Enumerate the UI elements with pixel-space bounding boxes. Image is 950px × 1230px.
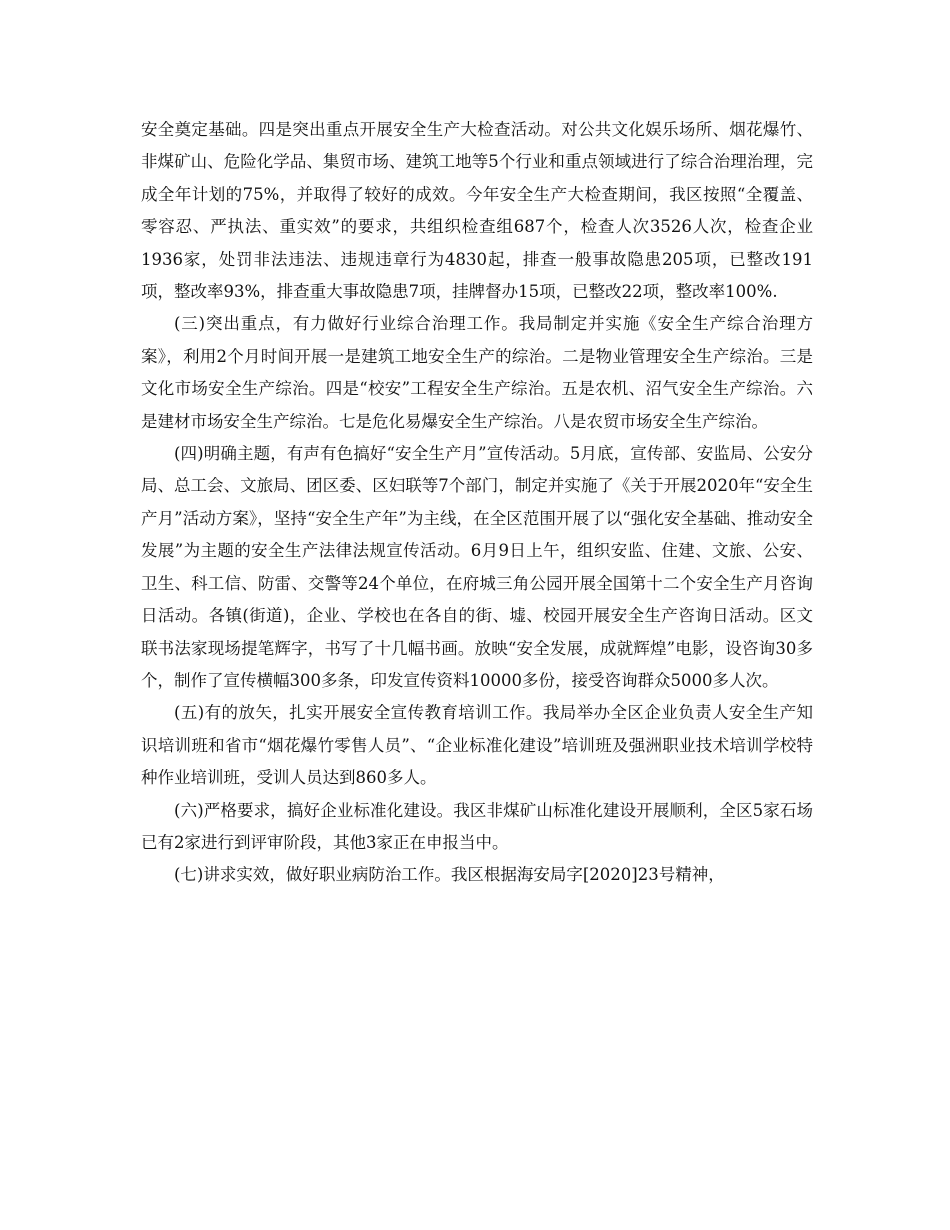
- paragraph-section-3: (三)突出重点，有力做好行业综合治理工作。我局制定并实施《安全生产综合治理方案》，利用2个月时间开展一是建筑工地安全生产的综治。二是物业管理安全生产综治。三是文化市场安全生产综治。四是“校安”工程安全生产综治。五是农机、沼气安全生产综治。六是建材市场安全生产综治。七是危化易爆安全生产综治。八是农贸市场安全生产综治。: [141, 314, 813, 431]
- paragraph-section-6: (六)严格要求，搞好企业标准化建设。我区非煤矿山标准化建设开展顺利，全区5家石场已有2家进行到评审阶段，其他3家正在申报当中。: [141, 800, 813, 852]
- paragraph-inspection-summary: 安全奠定基础。四是突出重点开展安全生产大检查活动。对公共文化娱乐场所、烟花爆竹、非煤矿山、危险化学品、集贸市场、建筑工地等5个行业和重点领域进行了综合治理治理，完成全年计划的75%，并取得了较好的成效。今年安全生产大检查期间，我区按照“全覆盖、零容忍、严执法、重实效”的要求，共组织检查组687个，检查人次3526人次，检查企业1936家，处罚非法违法、违规违章行为4830起，排查一般事故隐患205项，已整改191项，整改率93%，排查重大事故隐患7项，挂牌督办15项，已整改22项，整改率100%.: [141, 120, 813, 302]
- paragraph-section-4: (四)明确主题，有声有色搞好“安全生产月”宣传活动。5月底，宣传部、安监局、公安分局、总工会、文旅局、团区委、区妇联等7个部门，制定并实施了《关于开展2020年“安全生产月”活动方案》，坚持“安全生产年”为主线，在全区范围开展了以“强化安全基础、推动安全发展”为主题的安全生产法律法规宣传活动。6月9日上午，组织安监、住建、文旅、公安、卫生、科工信、防雷、交警等24个单位，在府城三角公园开展全国第十二个安全生产月咨询日活动。各镇(街道)，企业、学校也在各自的街、墟、校园开展安全生产咨询日活动。区文联书法家现场提笔辉字，书写了十几幅书画。放映“安全发展，成就辉煌”电影，设咨询30多个，制作了宣传横幅300多条，印发宣传资料10000多份，接受咨询群众5000多人次。: [141, 444, 813, 690]
- paragraph-section-7: (七)讲求实效，做好职业病防治工作。我区根据海安局字[2020]23号精神，: [174, 865, 725, 885]
- document-body: [141, 114, 813, 892]
- paragraph-section-5: (五)有的放矢，扎实开展安全宣传教育培训工作。我局举办全区企业负责人安全生产知识培训班和省市“烟花爆竹零售人员”、“企业标准化建设”培训班及强洲职业技术培训学校特种作业培训班，受训人员达到860多人。: [141, 703, 813, 788]
